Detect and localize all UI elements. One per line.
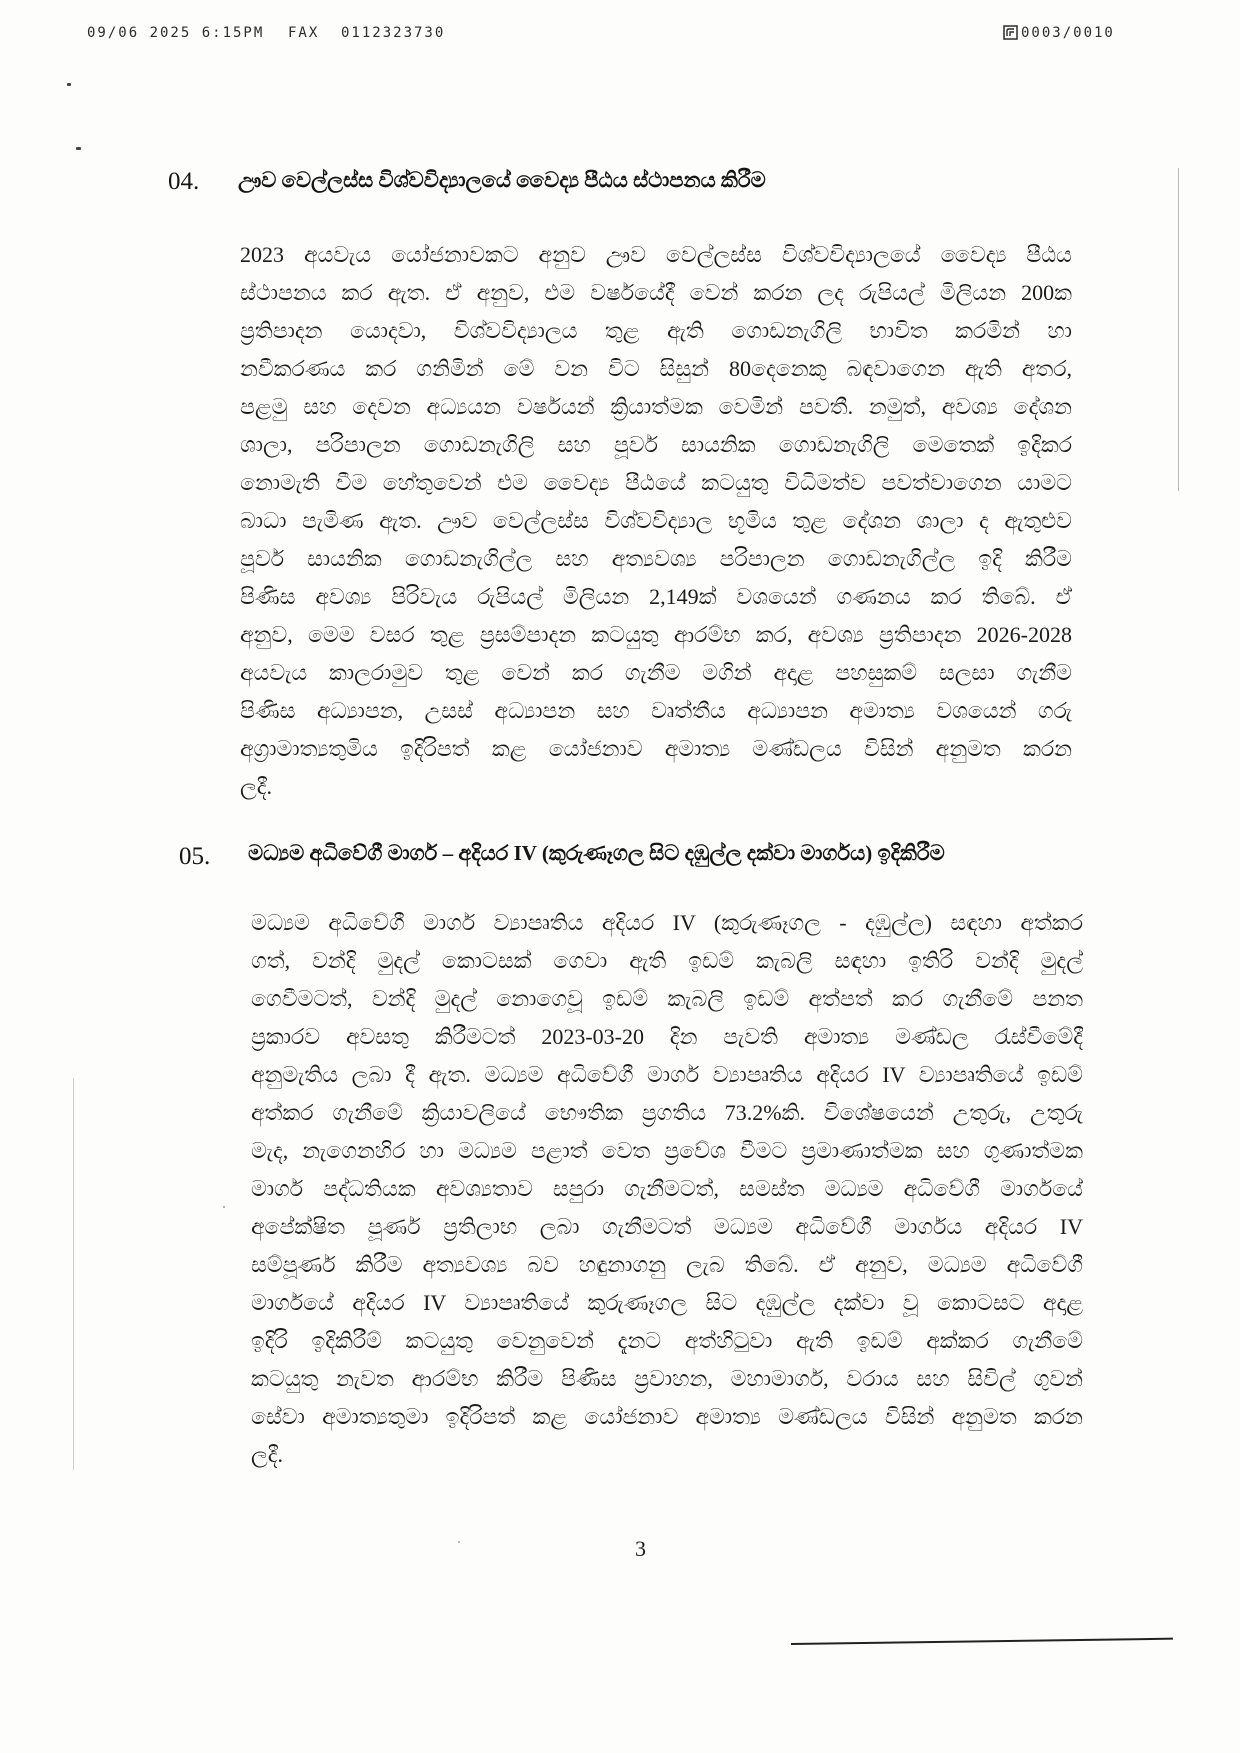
paragraph-line: බාධා පැමිණ ඇත. ඌව වෙල්ලස්ස විශ්වවිද්‍යාල භූමිය තුළ දේශන ශාලා ද ඇතුළුව: [240, 508, 1072, 533]
paragraph-line: මාර්ග පද්ධතියක අවශ්‍යතාව සපුරා ගැනීමටත්, සමස්ත මධ්‍යම අධිවේගී මාර්ගයේ: [251, 1176, 1083, 1201]
fax-label: FAX: [288, 25, 320, 41]
fax-datetime: 09/06 2025 6:15PM: [87, 25, 265, 41]
section-paragraph: [251, 904, 1083, 1474]
paragraph-line: ස්ථාපනය කර ඇත. ඒ අනුව, එම වර්ෂයේදී වෙන් කරන ලද රුපියල් මිලියන 200ක: [240, 280, 1072, 305]
paragraph-line: අනුව, මෙම වසර තුළ ප්‍රසම්පාදන කටයුතු ආරම්භ කර, අවශ්‍ය ප්‍රතිපාදන 2026-2028: [240, 622, 1072, 647]
paragraph-line: පළමු සහ දෙවන අධ්‍යයන වර්ෂයන් ක්‍රියාත්මක වෙමින් පවතී. නමුත්, අවශ්‍ය දේශන: [240, 394, 1072, 419]
paragraph-line: නවීකරණය කර ගනිමින් මේ වන විට සිසුන් 80දෙනෙකු බඳවාගෙන ඇති අතර,: [240, 356, 1072, 381]
paragraph-line: සම්පූර්ණ කිරීම අත්‍යවශ්‍ය බව හඳුනාගනු ලැබ තිබේ. ඒ අනුව, මධ්‍යම අධිවේගී: [251, 1252, 1083, 1277]
paragraph-line: ලදී.: [251, 1442, 284, 1467]
scan-speck: [67, 83, 71, 86]
section-number: 05.: [179, 843, 211, 870]
paragraph-line: මාර්ගයේ අදියර IV ව්‍යාපෘතියේ කුරුණෑගල සිට දඹුල්ල දක්වා වූ කොටසට අදාළ: [251, 1290, 1083, 1315]
section-paragraph: [240, 236, 1072, 806]
section-number: 04.: [168, 168, 200, 195]
section-title: ඌව වෙල්ලස්ස විශ්වවිද්‍යාලයේ වෛද්‍ය පීඨය ස්ථාපනය කිරීම: [238, 168, 766, 192]
paragraph-line: අත්කර ගැනීමේ ක්‍රියාවලියේ භෞතික ප්‍රගතිය 73.2%කි. විශේෂයෙන් උතුරු, උතුරු: [251, 1100, 1083, 1125]
paragraph-line: ගත්, වන්දි මුදල් කොටසක් ගෙවා ඇති ඉඩම් කැබලි සඳහා ඉතිරි වන්දි මුදල්: [251, 948, 1083, 973]
paragraph-line: නොමැති වීම හේතුවෙන් එම වෛද්‍ය පීඨයේ කටයුතු විධිමත්ව පවත්වාගෙන යාමට: [240, 470, 1072, 495]
scan-speck: [76, 147, 81, 150]
fax-number: 0112323730: [341, 25, 446, 41]
paragraph-line: අග්‍රාමාත්‍යතුමිය ඉදිරිපත් කළ යෝජනාව අමාත්‍ය මණ්ඩලය විසින් අනුමත කරන: [240, 736, 1072, 761]
scan-artifact-line: [73, 1078, 74, 1470]
paragraph-line: අපේක්ෂිත පූර්ණ ප්‍රතිලාභ ලබා ගැනීමටත් මධ්‍යම අධිවේගී මාර්ගය අදියර IV: [251, 1214, 1083, 1239]
paragraph-line: ගෙවීමටත්, වන්දි මුදල් නොගෙවූ ඉඩම් කැබලි ඉඩම් අත්පත් කර ගැනීමේ පනත: [251, 986, 1083, 1011]
fax-page-icon: [1003, 25, 1018, 40]
paragraph-line: කටයුතු නැවත ආරම්භ කිරීම පිණිස ප්‍රවාහන, මහාමාර්ග, වරාය සහ සිවිල් ගුවන්: [251, 1366, 1083, 1391]
paragraph-line: ඉදිරි ඉදිකිරීම් කටයුතු වෙනුවෙන් දැනට අත්හිටුවා ඇති ඉඩම් අක්කර ගැනීමේ: [251, 1328, 1083, 1353]
paragraph-line: පූර්ව සායනික ගොඩනැගිල්ල සහ අත්‍යවශ්‍ය පරිපාලන ගොඩනැගිල්ල ඉදි කිරීම: [240, 546, 1072, 571]
paragraph-line: අයවැය කාලරාමුව තුළ වෙන් කර ගැනීම මගින් අදාළ පහසුකම් සලසා ගැනීම: [240, 660, 1072, 685]
paragraph-line: පිණිස අවශ්‍ය පිරිවැය රුපියල් මිලියන 2,149ක් වශයෙන් ගණනය කර තිබේ. ඒ: [240, 584, 1072, 609]
page-number: 3: [635, 1536, 646, 1561]
paragraph-line: මැද, නැගෙනහිර හා මධ්‍යම පළාත් වෙත ප්‍රවේශ වීමට ප්‍රමාණාත්මක සහ ගුණාත්මක: [251, 1138, 1083, 1163]
paragraph-line: ප්‍රකාරව අවසතු කිරීමටත් 2023-03-20 දින පැවති අමාත්‍ය මණ්ඩල රැස්වීමේදී: [251, 1024, 1083, 1049]
paragraph-line: අනුමැතිය ලබා දී ඇත. මධ්‍යම අධිවේගී මාර්ග ව්‍යාපෘතිය අදියර IV ව්‍යාපෘතියේ ඉඩම්: [251, 1062, 1083, 1087]
paragraph-line: ලදී.: [240, 774, 273, 799]
section-title: මධ්‍යම අධිවේගී මාර්ග – අදියර IV (කුරුණෑගල සිට දඹුල්ල දක්වා මාර්ගය) ඉදිකිරීම: [248, 841, 945, 865]
paragraph-line: පිණිස අධ්‍යාපන, උසස් අධ්‍යාපන සහ වෘත්තීය අධ්‍යාපන අමාත්‍ය වශයෙන් ගරු: [240, 698, 1072, 723]
paragraph-line: මධ්‍යම අධිවේගී මාර්ග ව්‍යාපෘතිය අදියර IV (කුරුණෑගල - දඹුල්ල) සඳහා අත්කර: [251, 910, 1083, 935]
scan-speck: [458, 1541, 460, 1543]
scan-artifact-line: [1178, 168, 1179, 491]
paragraph-line: ශාලා, පරිපාලන ගොඩනැගිලි සහ පූර්ව සායනික ගොඩනැගිලි මෙතෙක් ඉදිකර: [240, 432, 1072, 457]
footer-rule: [791, 1638, 1173, 1645]
paragraph-line: සේවා අමාත්‍යතුමා ඉදිරිපත් කළ යෝජනාව අමාත්‍ය මණ්ඩලය විසින් අනුමත කරන: [251, 1404, 1083, 1429]
scan-speck: [223, 1206, 225, 1208]
paragraph-line: 2023 අයවැය යෝජනාවකට අනුව ඌව වෙල්ලස්ස විශ්වවිද්‍යාලයේ වෛද්‍ය පීඨය: [240, 242, 1072, 267]
fax-page-counter: 0003/0010: [1021, 25, 1115, 41]
paragraph-line: ප්‍රතිපාදන යොදවා, විශ්වවිද්‍යාලය තුළ ඇති ගොඩනැගිලි භාවිත කරමින් හා: [240, 318, 1072, 343]
